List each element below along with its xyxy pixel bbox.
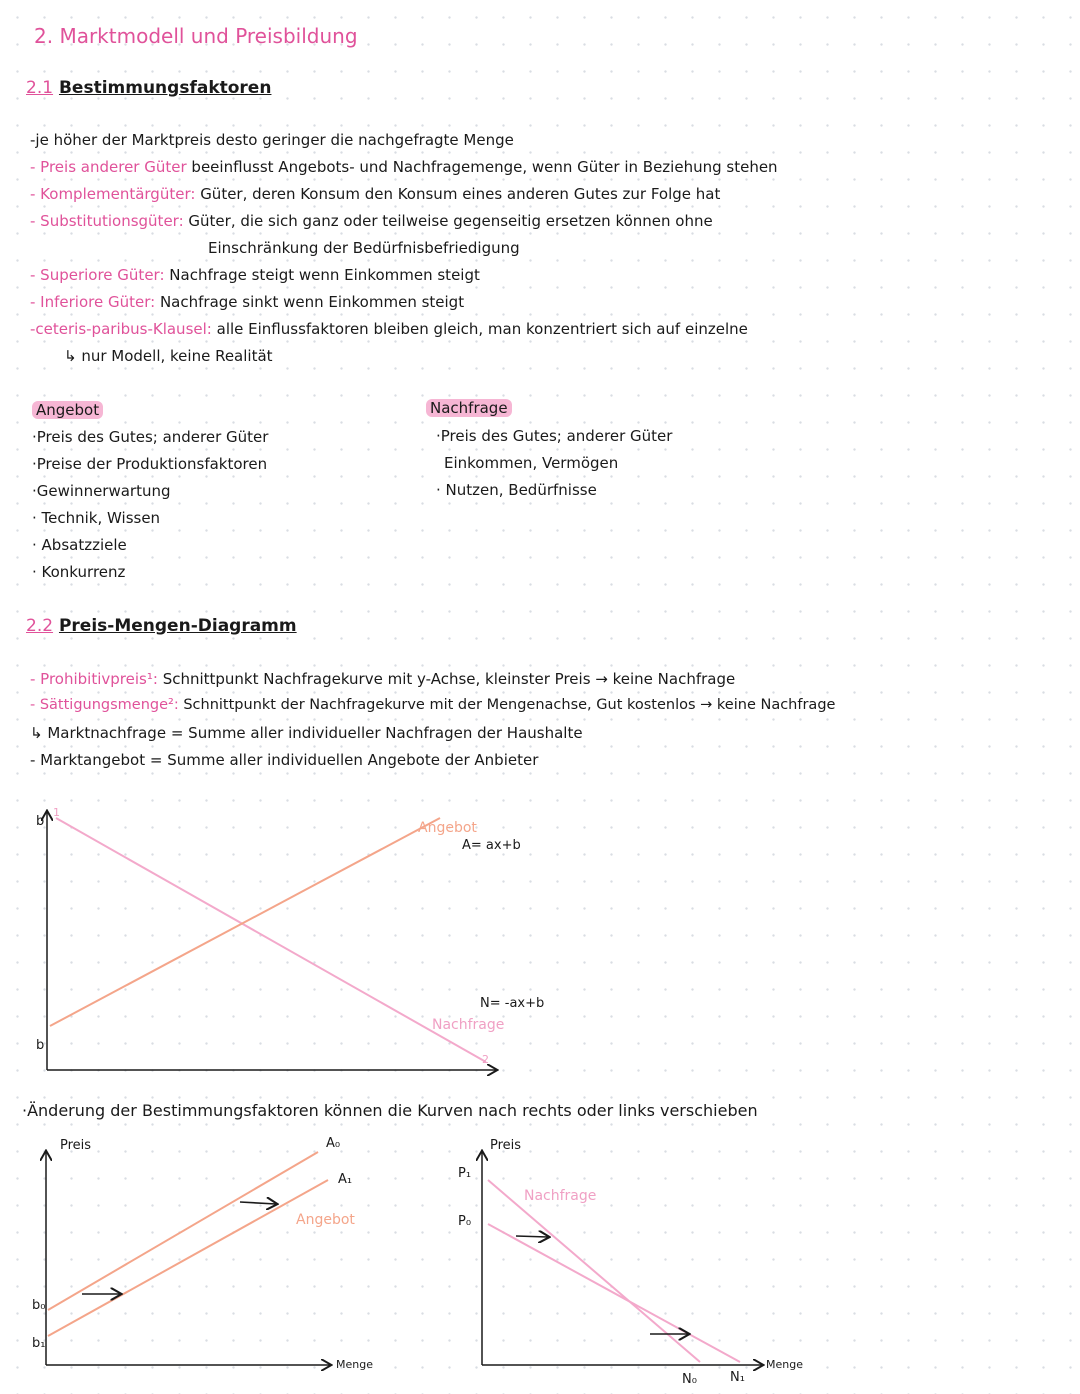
- text-line: -je höher der Marktpreis desto geringer die nachgefragte Menge: [30, 131, 514, 149]
- definition: = Summe aller individuellen Angebote der Anbieter: [149, 751, 539, 769]
- diagram2-a1-label: A₁: [338, 1172, 353, 1187]
- diagram3-p0-label: P₀: [458, 1214, 472, 1229]
- nachfrage-title-text: Nachfrage: [426, 399, 512, 417]
- term-marktnachfrage: ↳ Marktnachfrage: [30, 724, 167, 742]
- definition: beeinflusst Angebots- und Nachfragemenge, wenn Güter in Beziehung stehen: [191, 158, 778, 176]
- diagram2-b0-label: b₀: [32, 1298, 46, 1313]
- definition: Nachfrage sinkt wenn Einkommen steigt: [159, 293, 465, 311]
- text-line: ↳ nur Modell, keine Realität: [64, 347, 273, 365]
- section-number: 2.2: [26, 616, 54, 636]
- list-item: ·Preis des Gutes; anderer Güter: [32, 428, 269, 446]
- term-substitutionsgueter: - Substitutionsgüter:: [30, 212, 184, 230]
- diagram3-nachfrage-n1: [488, 1224, 740, 1362]
- term-superiore-gueter: - Superiore Güter:: [30, 266, 165, 284]
- list-item: · Technik, Wissen: [32, 509, 161, 527]
- definition: Schnittpunkt der Nachfragekurve mit der Mengenachse, Gut kostenlos → keine Nachfrage: [183, 697, 836, 713]
- diagram2-angebot-label: Angebot: [296, 1212, 355, 1228]
- list-item: Einkommen, Vermögen: [444, 454, 619, 472]
- term-ceteris-paribus: -ceteris-paribus-Klausel:: [30, 320, 212, 338]
- term-komplementaergueter: - Komplementärgüter:: [30, 185, 196, 203]
- angebot-title-text: Angebot: [32, 401, 103, 419]
- term-saettigungsmenge: - Sättigungsmenge²:: [30, 697, 179, 713]
- list-item: ·Preise der Produktionsfaktoren: [32, 455, 268, 473]
- term-preis-anderer-gueter: - Preis anderer Güter: [30, 158, 187, 176]
- diagram2-ylabel: Preis: [60, 1138, 92, 1153]
- section-title: Bestimmungsfaktoren: [58, 78, 272, 98]
- diagram2-a0-label: A₀: [326, 1136, 341, 1151]
- section-number: 2.1: [26, 78, 54, 98]
- definition: Nachfrage steigt wenn Einkommen steigt: [169, 266, 480, 284]
- diagram3-n1-label: N₁: [730, 1370, 745, 1385]
- diagram1-mark-2: 2: [482, 1053, 489, 1066]
- definition: Güter, deren Konsum den Konsum eines anderen Gutes zur Folge hat: [200, 185, 721, 203]
- definition: alle Einflussfaktoren bleiben gleich, man konzentriert sich auf einzelne: [216, 320, 748, 338]
- diagram1-nachfrage-label: Nachfrage: [432, 1017, 505, 1033]
- diagram3-p1-label: P₁: [458, 1166, 472, 1181]
- term-inferiore-gueter: - Inferiore Güter:: [30, 293, 156, 311]
- definition: Güter, die sich ganz oder teilweise gegenseitig ersetzen können ohne: [188, 212, 713, 230]
- text-line: Einschränkung der Bedürfnisbefriedigung: [208, 239, 520, 257]
- diagram1-y-top-label: b: [36, 814, 45, 829]
- term-prohibitivpreis: - Prohibitivpreis¹:: [30, 670, 158, 688]
- diagram1-angebot-equation: A= ax+b: [462, 838, 521, 853]
- diagram1-mark-1: 1: [53, 806, 60, 819]
- term-marktangebot: - Marktangebot: [30, 751, 146, 769]
- diagram1-y-bottom-label: b: [36, 1038, 45, 1053]
- diagram3-nachfrage-label: Nachfrage: [524, 1188, 597, 1204]
- diagram2-b1-label: b₁: [32, 1336, 46, 1351]
- diagram1-nachfrage-equation: N= -ax+b: [480, 996, 545, 1011]
- diagram1-nachfrage-curve: [56, 818, 486, 1062]
- diagram2-angebot-a1: [48, 1180, 328, 1336]
- definition: Schnittpunkt Nachfragekurve mit y-Achse, kleinster Preis → keine Nachfrage: [162, 670, 736, 688]
- diagram2-xlabel: Menge: [336, 1358, 373, 1371]
- section-title: Preis-Mengen-Diagramm: [58, 616, 297, 636]
- diagram2-angebot-a0: [48, 1152, 318, 1310]
- diagram3-ylabel: Preis: [490, 1138, 522, 1153]
- aenderung-text: ·Änderung der Bestimmungsfaktoren können die Kurven nach rechts oder links verschieben: [22, 1101, 758, 1120]
- list-item: · Konkurrenz: [32, 563, 126, 581]
- list-item: · Nutzen, Bedürfnisse: [436, 481, 597, 499]
- diagram1-angebot-curve: [50, 818, 440, 1026]
- diagram3-xlabel: Menge: [766, 1358, 803, 1371]
- diagram2-shift-arrow: [240, 1202, 276, 1204]
- diagram3-n0-label: N₀: [682, 1372, 697, 1387]
- diagram3-shift-arrow: [516, 1236, 548, 1237]
- page-title: 2. Marktmodell und Preisbildung: [34, 24, 358, 48]
- diagram1-angebot-label: Angebot: [418, 820, 477, 836]
- list-item: ·Gewinnerwartung: [32, 482, 171, 500]
- definition: = Summe aller individueller Nachfragen der Haushalte: [170, 724, 583, 742]
- list-item: · Absatzziele: [32, 536, 127, 554]
- list-item: ·Preis des Gutes; anderer Güter: [436, 427, 673, 445]
